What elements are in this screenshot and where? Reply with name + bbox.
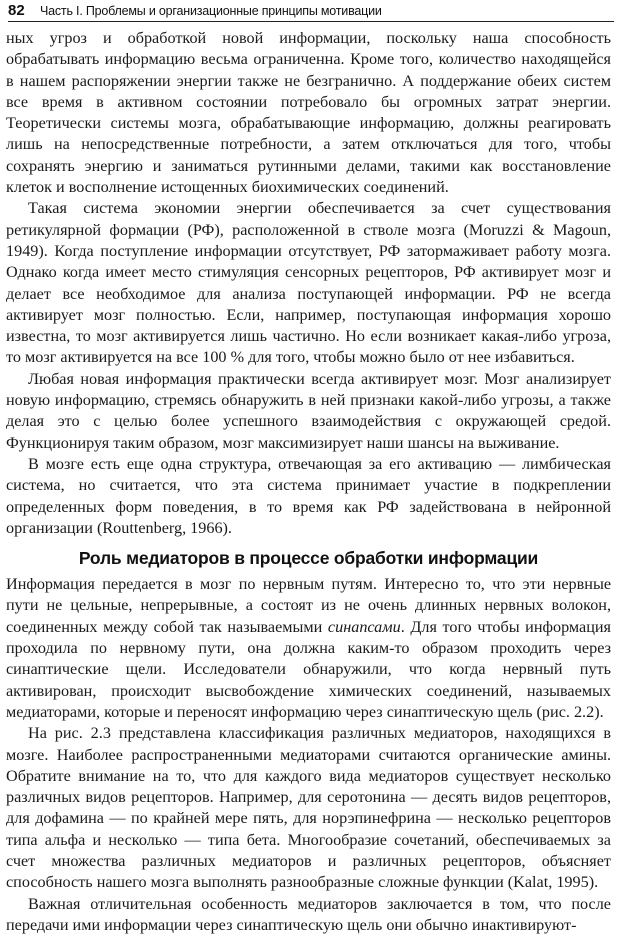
page-number: 82	[8, 2, 25, 19]
paragraph: ных угроз и обработкой новой информации, поскольку наша способность обрабатывать информацию весьма ограниченна. Кроме того, количество находящейся в нашем распоряжении энергии также не безгранично. А поддержание обеих систем все время в активном состоянии потребовало бы огромных затрат энергии. Теоретически системы мозга, обрабатывающие информацию, должны реагировать лишь на непосредственные потребности, а затем отключаться для того, чтобы сохранять энергию и заниматься рутинными делами, такими как восстановление клеток и восполнение истощенных биохимических соединений.	[6, 29, 611, 197]
running-header	[8, 3, 614, 22]
paragraph: В мозге есть еще одна структура, отвечающая за его активацию — лимбическая система, но считается, что эта система принимает участие в подкреплении определенных форм поведения, в то время как РФ задействована в нейронной организации (Routtenberg, 1966).	[6, 454, 611, 537]
paragraph: Важная отличительная особенность медиаторов заключается в том, что после передачи ими информации через синаптическую щель они обычно инактивируют-	[6, 894, 611, 934]
paragraph: На рис. 2.3 представлена классификация различных медиаторов, находящихся в мозге. Наиболее распространенными медиаторами считаются органические амины. Обратите внимание на то, что для каждого вида медиаторов существует несколько различных видов рецепторов. Например, для серотонина — десять видов рецепторов, для дофамина — по крайней мере пять, для норэпинефрина — несколько рецепторов типа альфа и несколько — типа бета. Многообразие сочетаний, обеспечиваемых за счет множества различных медиаторов и различных рецепторов, объясняет способность нашего мозга выполнять разнообразные сложные функции (Kalat, 1995).	[6, 724, 611, 892]
running-title: Часть I. Проблемы и организационные принципы мотивации	[40, 4, 382, 18]
section-heading: Роль медиаторов в процессе обработки информации	[78, 548, 539, 569]
paragraph-text: . Для того чтобы информация проходила по нервному пути, она должна каким-то образом проходить через синаптические щели. Исследователи обнаружили, что когда нервный путь активирован, происходит высвобождение химических соединений, называемых медиаторами, которые и переносят информацию через синаптическую щель (рис. 2.2).	[6, 617, 612, 721]
paragraph	[6, 574, 611, 723]
italic-term: синапсами	[327, 617, 401, 636]
paragraph: Такая система экономии энергии обеспечивается за счет существования ретикулярной формации (РФ), расположенной в стволе мозга (Moruzzi & Magoun, 1949). Когда поступление информации отсутствует, РФ затормаживает работу мозга. Однако когда имеет место стимуляция сенсорных рецепторов, РФ активирует мозг и делает все необходимое для анализа поступающей информации. РФ не всегда активирует мозг полностью. Если, например, поступающая информация хорошо известна, то мозг активируется лишь частично. Но если возникает какая-либо угроза, то мозг активируется на все 100 % для того, чтобы можно было от нее избавиться.	[6, 199, 611, 367]
page-body	[6, 28, 611, 936]
paragraph-text: Информация передается в мозг по нервным путям. Интересно то, что эти нервные пути не цельные, непрерывные, а состоят из не очень длинных нервных волокон, соединенных между собой так называемыми	[6, 575, 611, 636]
paragraph: Любая новая информация практически всегда активирует мозг. Мозг анализирует новую информацию, стремясь обнаружить в ней признаки какой-либо угрозы, а также делая это с целью более успешного взаимодействия с окружающей средой. Функционируя таким образом, мозг максимизирует наши шансы на выживание.	[6, 369, 611, 452]
